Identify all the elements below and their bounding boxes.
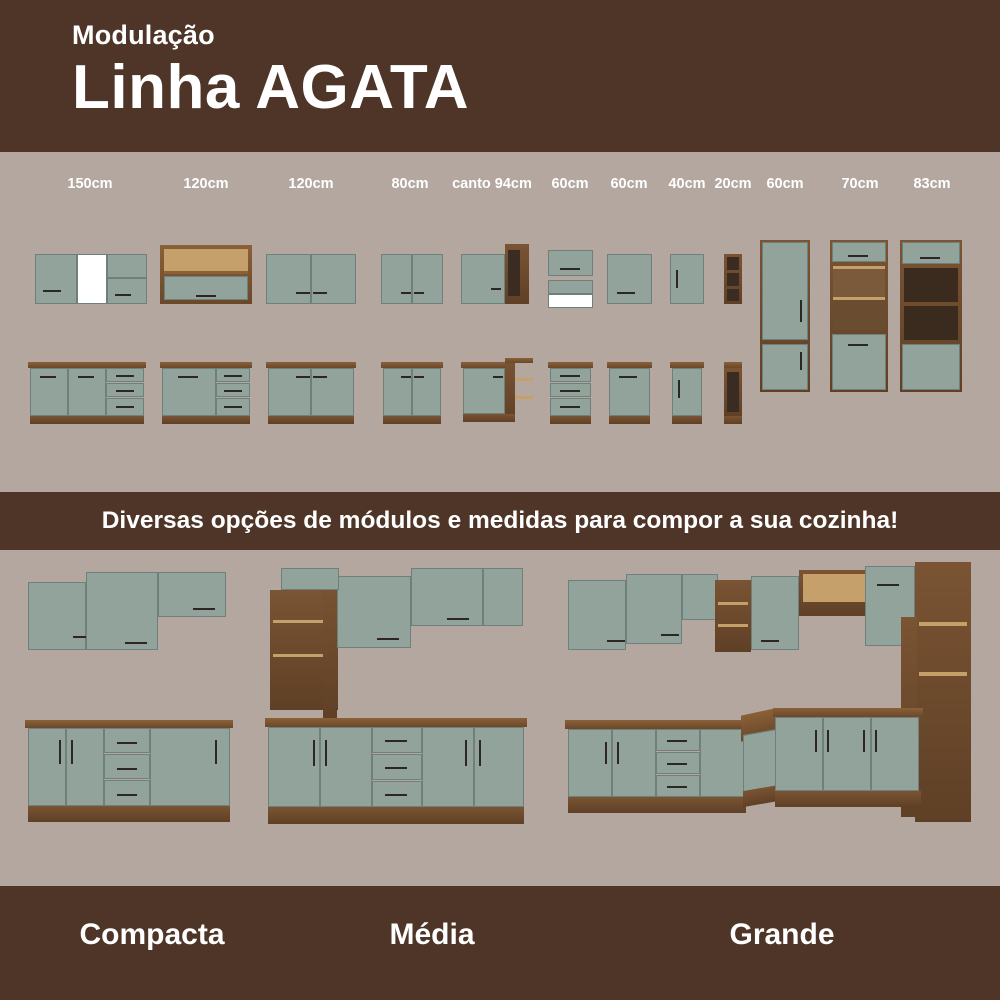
size-label: 60cm [766,176,804,192]
size-label: 60cm [610,176,648,192]
module-wall-60-a [548,250,593,310]
modules-band [0,152,1000,492]
size-label: 150cm [67,176,113,192]
size-label: 83cm [913,176,951,192]
footer-label-media: Média [389,918,475,951]
kitchen-compacta [25,572,240,837]
header [0,0,1000,152]
module-tower-83 [900,240,962,392]
module-corner-wall-94 [461,244,529,304]
footer [0,886,1000,1000]
size-label: 40cm [668,176,706,192]
kitchen-grande [565,562,975,842]
footer-label-compacta: Compacta [79,918,225,951]
module-wall-120-glass [160,245,252,304]
module-base-20 [724,362,742,424]
size-label: canto 94cm [452,176,532,192]
size-labels-row [0,176,1000,198]
module-base-40 [670,362,704,424]
module-base-60-b [607,362,652,424]
kitchens-band [0,550,1000,886]
mid-banner [0,492,1000,550]
size-label: 60cm [551,176,589,192]
page-title: Linha AGATA [72,53,469,122]
module-tower-60 [760,240,810,392]
module-wall-120 [266,254,356,304]
module-corner-base-94 [461,358,533,424]
size-label: 70cm [841,176,879,192]
footer-label-grande: Grande [729,918,835,951]
module-wall-150 [35,254,147,304]
module-tower-70 [830,240,888,392]
module-wall-40 [670,254,704,304]
kitchen-media [265,568,535,840]
module-base-60-a [548,362,593,424]
size-label: 80cm [391,176,429,192]
mid-banner-text: Diversas opções de módulos e medidas para compor a sua cozinha! [101,507,899,534]
size-label: 120cm [183,176,229,192]
module-wall-80 [381,254,443,304]
size-label: 120cm [288,176,334,192]
module-wall-60-b [607,254,652,304]
module-base-150 [28,362,146,424]
module-base-80 [381,362,443,424]
header-subtitle: Modulação [72,20,215,50]
module-base-120-a [160,362,252,424]
size-label: 20cm [714,176,752,192]
module-base-120-b [266,362,356,424]
module-wall-20-niche [724,254,742,304]
